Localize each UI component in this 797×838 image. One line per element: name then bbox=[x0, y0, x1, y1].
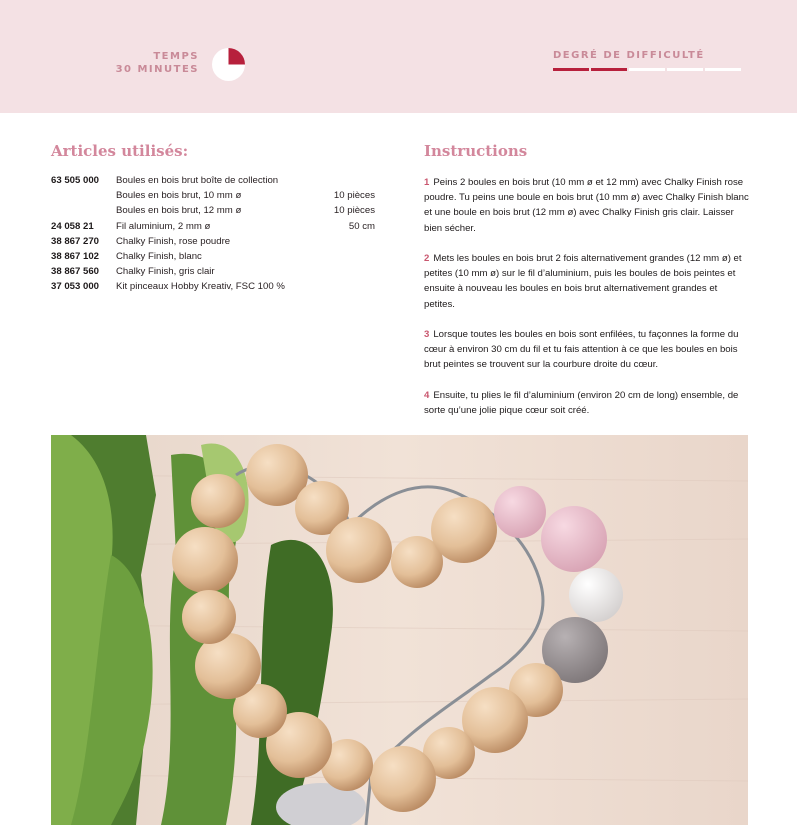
article-code bbox=[51, 190, 116, 205]
article-code: 63 505 000 bbox=[51, 175, 100, 186]
project-photo bbox=[51, 435, 748, 825]
step-text: Lorsque toutes les boules en bois sont enfilées, tu façonnes la forme du cœur à environ 30 cm du fil et tu fais attention à ce que les boules en bois brut peintes se trouvent sur la courbure droite du cœur. bbox=[424, 329, 739, 371]
articles-heading: Articles utilisés: bbox=[51, 142, 189, 160]
article-name: Chalky Finish, rose poudre bbox=[116, 235, 231, 247]
article-row bbox=[51, 190, 375, 205]
instruction-step bbox=[424, 251, 750, 312]
article-row bbox=[51, 221, 375, 236]
article-name: Boules en bois brut, 10 mm ø bbox=[116, 190, 242, 202]
article-qty bbox=[324, 175, 375, 190]
article-code: 38 867 270 bbox=[51, 235, 100, 247]
difficulty-bar bbox=[629, 68, 665, 71]
article-name: Fil aluminium, 2 mm ø bbox=[116, 220, 211, 232]
article-code: 37 053 000 bbox=[51, 281, 100, 293]
difficulty-bar bbox=[591, 68, 627, 71]
articles-table bbox=[51, 175, 375, 297]
article-name: Kit pinceaux Hobby Kreativ, FSC 100 % bbox=[116, 281, 285, 293]
article-row bbox=[51, 175, 375, 190]
step-number: 3 bbox=[424, 329, 430, 340]
difficulty-info bbox=[553, 50, 741, 71]
article-code: 38 867 560 bbox=[51, 266, 100, 278]
step-text: Mets les boules en bois brut 2 fois alternativement grandes (12 mm ø) et petites (10 mm ø) sur le fil d’aluminium, puis les boules de bois peintes et ensuite à nouveau les boules en bois brut alternativement grandes et petites. bbox=[424, 253, 742, 310]
article-row bbox=[51, 205, 375, 220]
instruction-step bbox=[424, 175, 750, 236]
step-text: Peins 2 boules en bois brut (10 mm ø et 12 mm) avec Chalky Finish rose poudre. Tu peins une boule en bois brut (10 mm ø) avec Chalky Finish blanc et une boule en bois brut (12 mm ø) avec Chalky Finish gris clair. Laisser bien sécher. bbox=[424, 177, 749, 234]
article-code: 24 058 21 bbox=[51, 220, 94, 232]
article-row bbox=[51, 281, 375, 296]
article-qty bbox=[324, 236, 375, 251]
article-qty bbox=[324, 251, 375, 266]
instruction-step bbox=[424, 327, 750, 373]
bead-heart-illustration bbox=[51, 435, 748, 825]
article-qty: 10 pièces bbox=[333, 205, 375, 217]
article-code bbox=[51, 205, 116, 220]
article-name: Boules en bois brut boîte de collection bbox=[116, 175, 279, 186]
step-text: Ensuite, tu plies le fil d’aluminium (environ 20 cm de long) ensemble, de sorte qu’une jolie pique cœur soit créé. bbox=[424, 389, 739, 416]
article-qty bbox=[324, 281, 375, 296]
step-number: 2 bbox=[424, 253, 430, 264]
instructions-list bbox=[424, 175, 750, 433]
difficulty-bar bbox=[705, 68, 741, 71]
step-number: 4 bbox=[424, 389, 430, 401]
article-qty: 50 cm bbox=[348, 220, 375, 232]
time-value: 30 MINUTES bbox=[115, 64, 199, 75]
article-qty: 10 pièces bbox=[333, 190, 375, 202]
time-label: TEMPS bbox=[153, 51, 199, 62]
instructions-heading: Instructions bbox=[424, 142, 528, 160]
difficulty-meter bbox=[553, 68, 741, 71]
article-name: Chalky Finish, gris clair bbox=[116, 266, 215, 278]
article-qty bbox=[324, 266, 375, 281]
time-info bbox=[116, 50, 199, 76]
step-number: 1 bbox=[424, 177, 430, 188]
article-code: 38 867 102 bbox=[51, 250, 100, 262]
clock-icon bbox=[212, 48, 245, 81]
article-name: Chalky Finish, blanc bbox=[116, 250, 202, 262]
article-name: Boules en bois brut, 12 mm ø bbox=[116, 205, 242, 217]
page-header bbox=[0, 0, 797, 113]
article-row bbox=[51, 251, 375, 266]
article-row bbox=[51, 236, 375, 251]
article-row bbox=[51, 266, 375, 281]
difficulty-bar bbox=[667, 68, 703, 71]
difficulty-bar bbox=[553, 68, 589, 71]
difficulty-label: DEGRÉ DE DIFFICULTÉ bbox=[553, 50, 705, 61]
instruction-step bbox=[424, 388, 750, 418]
